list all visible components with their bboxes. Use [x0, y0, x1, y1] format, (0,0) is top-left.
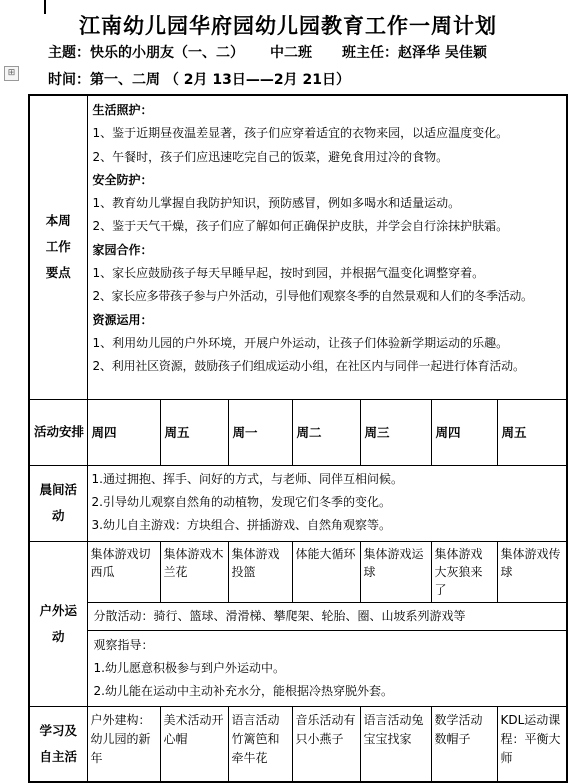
- row-label-activity: 活动安排: [29, 399, 87, 465]
- work-points-cell: [87, 95, 567, 399]
- study-row: [29, 706, 567, 782]
- observe-heading: 观察指导：: [93, 637, 154, 652]
- scatter-activities: 分散活动：骑行、篮球、滑滑梯、攀爬架、轮胎、圈、山坡系列游戏等: [87, 602, 567, 630]
- outdoor-game: 集体游戏切西瓜: [87, 541, 160, 602]
- row-label-morning: 晨间活动: [29, 465, 87, 541]
- work-row: [29, 95, 567, 399]
- work-item: 2、利用社区资源，鼓励孩子们组成运动小组，在社区内与同伴一起进行体育活动。: [92, 359, 525, 374]
- day-header: 周四: [431, 399, 497, 465]
- teacher-names: 赵泽华 吴佳颖: [398, 45, 487, 61]
- weekly-plan-table: [28, 94, 568, 783]
- study-activity: 音乐活动有只小燕子: [292, 706, 360, 782]
- class-name: 中二班: [270, 45, 312, 61]
- day-header: 周三: [360, 399, 431, 465]
- outdoor-scatter-row: [29, 602, 567, 630]
- outdoor-game: 集体游戏大灰狼来了: [431, 541, 497, 602]
- theme-value: 快乐的小朋友（一、二）: [90, 45, 244, 61]
- work-heading: 家园合作：: [92, 242, 153, 257]
- morning-row: [29, 465, 567, 541]
- work-item: 2、家长应多带孩子参与户外活动，引导他们观察冬季的自然景观和人们的冬季活动。: [92, 289, 533, 304]
- study-activity: 数学活动数帽子: [431, 706, 497, 782]
- work-heading: 安全防护：: [92, 172, 153, 187]
- day-header: 周二: [292, 399, 360, 465]
- morning-item: 1.通过拥抱、挥手、问好的方式，与老师、同伴互相问候。: [91, 471, 403, 486]
- row-label-study: 学习及自主活: [29, 706, 87, 782]
- day-header: 周一: [228, 399, 292, 465]
- day-header: 周五: [497, 399, 567, 465]
- row-label-outdoor: 户外运动: [29, 541, 87, 706]
- study-activity: 语言活动竹篱笆和牵牛花: [228, 706, 292, 782]
- study-activity: KDL运动课程：平衡大师: [497, 706, 567, 782]
- theme-label: 主题：: [48, 45, 90, 61]
- work-heading: 资源运用：: [92, 312, 153, 327]
- outdoor-game: 集体游戏投篮: [228, 541, 292, 602]
- work-item: 2、午餐时，孩子们应迅速吃完自己的饭菜，避免食用过冷的食物。: [92, 149, 449, 164]
- row-label-work: 本周工作要点: [29, 95, 87, 399]
- table-move-handle-icon[interactable]: ⊞: [4, 66, 19, 81]
- teacher-label: 班主任：: [342, 45, 398, 61]
- study-activity: 户外建构：幼儿园的新年: [87, 706, 160, 782]
- outdoor-observe-row: [29, 630, 567, 706]
- day-header: 周四: [87, 399, 160, 465]
- morning-activities-cell: [87, 465, 567, 541]
- work-item: 1、教育幼儿掌握自我防护知识，预防感冒，例如多喝水和适量运动。: [92, 196, 461, 211]
- header-time-line: [48, 69, 350, 89]
- outdoor-game: 集体游戏运球: [360, 541, 431, 602]
- morning-item: 3.幼儿自主游戏：方块组合、拼插游戏、自然角观察等。: [91, 517, 391, 532]
- time-label: 时间：: [48, 72, 90, 88]
- page-title: 江南幼儿园华府园幼儿园教育工作一周计划: [79, 13, 497, 38]
- study-activity: 美术活动开心帽: [160, 706, 228, 782]
- study-activity: 语言活动兔宝宝找家: [360, 706, 431, 782]
- day-header: 周五: [160, 399, 228, 465]
- work-item: 2、鉴于天气干燥，孩子们应了解如何正确保护皮肤，并学会自行涂抹护肤霜。: [92, 219, 509, 234]
- work-heading: 生活照护：: [92, 103, 153, 117]
- work-item: 1、鉴于近期昼夜温差显著，孩子们应穿着适宜的衣物来园，以适应温度变化。: [92, 126, 509, 141]
- outdoor-games-row: [29, 541, 567, 602]
- observe-item: 1.幼儿愿意积极参与到户外运动中。: [93, 660, 285, 675]
- time-value: 第一、二周 （ 2月 13日——2月 21日）: [90, 72, 350, 88]
- outdoor-game: 集体游戏木兰花: [160, 541, 228, 602]
- work-item: 1、利用幼儿园的户外环境，开展户外运动，让孩子们体验新学期运动的乐趣。: [92, 335, 509, 350]
- activity-days-row: [29, 399, 567, 465]
- observation-guide-cell: [87, 630, 567, 706]
- morning-item: 2.引导幼儿观察自然角的动植物，发现它们冬季的变化。: [91, 494, 391, 509]
- observe-item: 2.幼儿能在运动中主动补充水分，能根据冷热穿脱外套。: [93, 683, 393, 698]
- outdoor-game: 体能大循环: [292, 541, 360, 602]
- header-theme-line: [48, 42, 487, 62]
- work-item: 1、家长应鼓励孩子每天早睡早起，按时到园，并根据气温变化调整穿着。: [92, 266, 485, 281]
- outdoor-game: 集体游戏传球: [497, 541, 567, 602]
